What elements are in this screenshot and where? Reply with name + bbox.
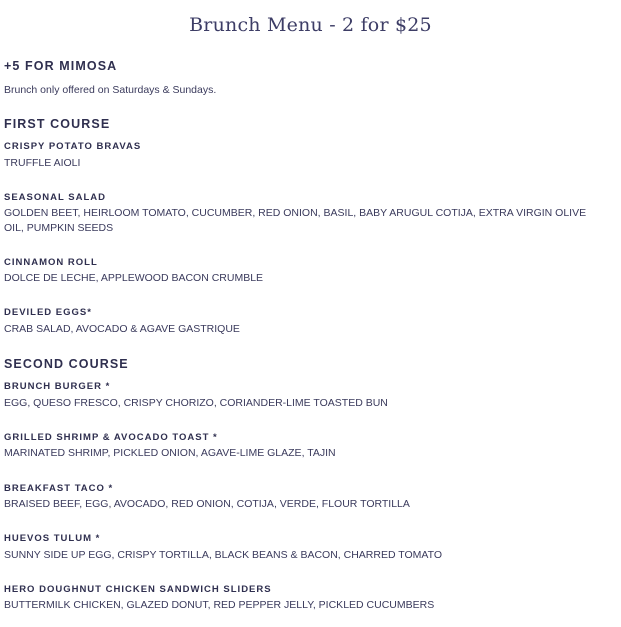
menu-item-name: HERO DOUGHNUT CHICKEN SANDWICH SLIDERS	[4, 584, 272, 595]
first-course-heading: FIRST COURSE	[4, 117, 111, 131]
menu-item-description: BUTTERMILK CHICKEN, GLAZED DONUT, RED PEPPER JELLY, PICKLED CUCUMBERS	[4, 599, 435, 611]
page-title: Brunch Menu - 2 for $25	[189, 14, 432, 36]
menu-item-description: CRAB SALAD, AVOCADO & AGAVE GASTRIQUE	[4, 323, 240, 335]
menu-item-name: BREAKFAST TACO *	[4, 483, 114, 494]
menu-item-description: MARINATED SHRIMP, PICKLED ONION, AGAVE-LIME GLAZE, TAJIN	[4, 447, 336, 459]
menu-item-name: DEVILED EGGS*	[4, 307, 92, 318]
menu-item-description: BRAISED BEEF, EGG, AVOCADO, RED ONION, COTIJA, VERDE, FLOUR TORTILLA	[4, 498, 410, 510]
menu-item-description: SUNNY SIDE UP EGG, CRISPY TORTILLA, BLACK BEANS & BACON, CHARRED TOMATO	[4, 549, 443, 561]
menu-item-name: CRISPY POTATO BRAVAS	[4, 141, 142, 152]
menu-item-name: BRUNCH BURGER *	[4, 381, 111, 392]
menu-item-description: GOLDEN BEET, HEIRLOOM TOMATO, CUCUMBER, RED ONION, BASIL, BABY ARUGUL COTIJA, EXTRA VIRGIN OLIVE OIL, PUMPKIN SEEDS	[4, 207, 587, 234]
menu-item-name: CINNAMON ROLL	[4, 257, 98, 268]
menu-item-name: HUEVOS TULUM *	[4, 533, 101, 544]
brunch-availability-note: Brunch only offered on Saturdays & Sundays.	[4, 84, 217, 96]
menu-item-name: GRILLED SHRIMP & AVOCADO TOAST *	[4, 432, 218, 443]
second-course-heading: SECOND COURSE	[4, 357, 129, 371]
mimosa-addon: +5 FOR MIMOSA	[4, 59, 118, 73]
menu-item-name: SEASONAL SALAD	[4, 192, 106, 203]
menu-item-description: TRUFFLE AIOLI	[4, 157, 81, 169]
menu-item-description: DOLCE DE LECHE, APPLEWOOD BACON CRUMBLE	[4, 272, 264, 284]
menu-item-description: EGG, QUESO FRESCO, CRISPY CHORIZO, CORIANDER-LIME TOASTED BUN	[4, 397, 388, 409]
